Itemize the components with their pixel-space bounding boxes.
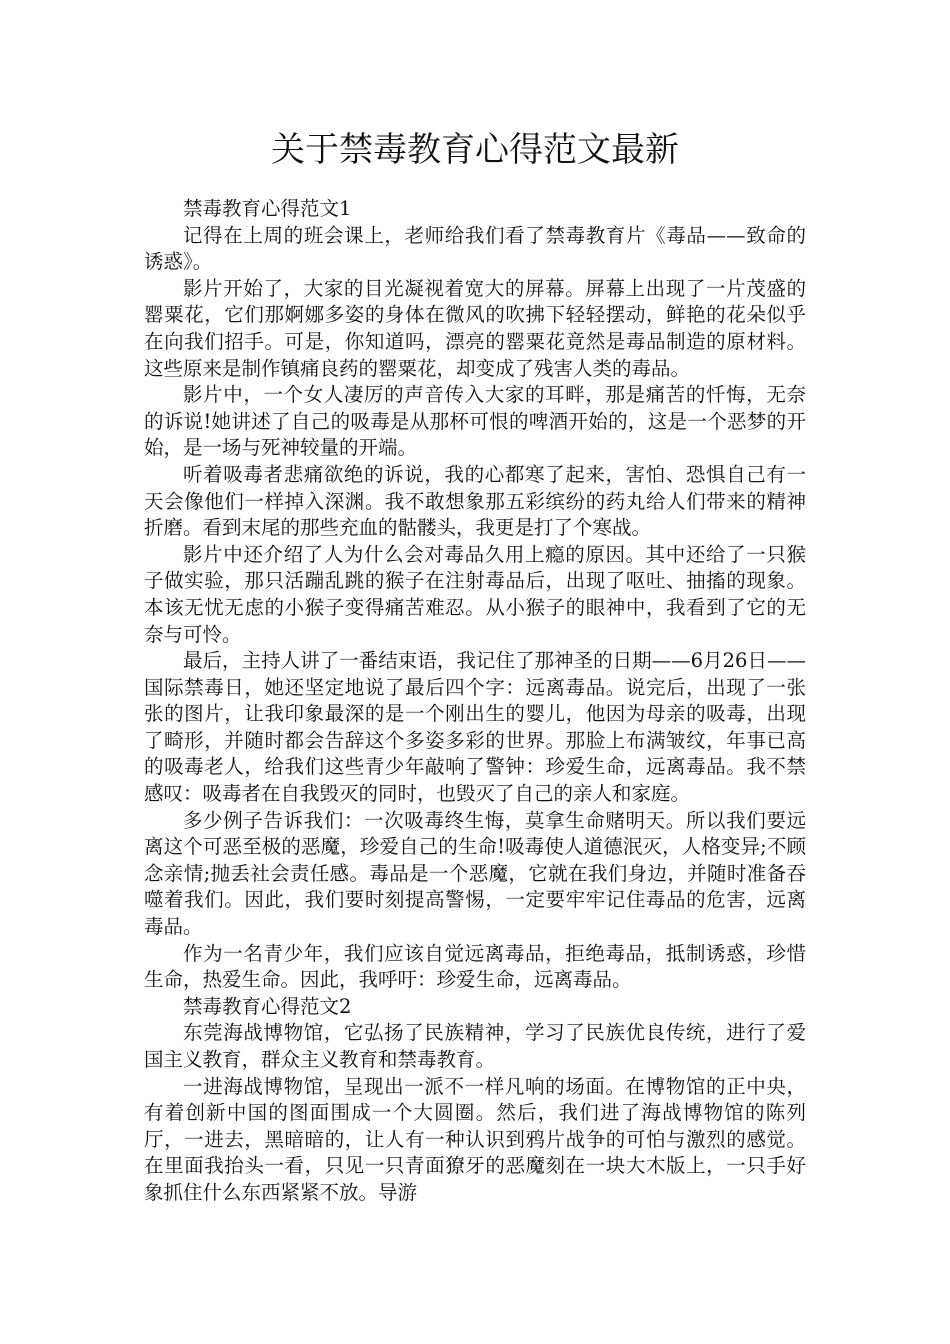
document-title: 关于禁毒教育心得范文最新 bbox=[271, 130, 679, 170]
paragraph: 一进海战博物馆，呈现出一派不一样凡响的场面。在博物馆的正中央，有着创新中国的图面围成一个大圆圈。然后，我们进了海战博物馆的陈列厅，一进去，黑暗暗的，让人有一种认识到鸦片战争的可怕与激烈的感觉。在里面我抬头一看，只见一只青面獠牙的恶魔刻在一块大木版上，一只手好象抓住什么东西紧紧不放。导游 bbox=[144, 1074, 806, 1204]
paragraph: 影片中，一个女人凄厉的声音传入大家的耳畔，那是痛苦的忏悔，无奈的诉说!她讲述了自己的吸毒是从那杯可恨的啤酒开始的，这是一个恶梦的开始，是一场与死神较量的开端。 bbox=[144, 383, 806, 460]
paragraph: 影片开始了，大家的目光凝视着宽大的屏幕。屏幕上出现了一片茂盛的罂粟花，它们那婀娜多姿的身体在微风的吹拂下轻轻摆动，鲜艳的花朵似乎在向我们招手。可是，你知道吗，漂亮的罂粟花竟然是毒品制造的原材料。这些原来是制作镇痛良药的罂粟花，却变成了残害人类的毒品。 bbox=[144, 276, 806, 380]
paragraph: 影片中还介绍了人为什么会对毒品久用上瘾的原因。其中还给了一只猴子做实验，那只活蹦乱跳的猴子在注射毒品后，出现了呕吐、抽搐的现象。本该无忧无虑的小猴子变得痛苦难忍。从小猴子的眼神中，我看到了它的无奈与可怜。 bbox=[144, 542, 806, 646]
section-heading-1: 禁毒教育心得范文1 bbox=[183, 197, 352, 220]
paragraph: 最后，主持人讲了一番结束语，我记住了那神圣的日期——6月26日——国际禁毒日，她还坚定地说了最后四个字：远离毒品。说完后，出现了一张张的图片，让我印象最深的是一个刚出生的婴儿，他因为母亲的吸毒，出现了畸形，并随时都会告辞这个多姿多彩的世界。那脸上布满皱纹，年事已高的吸毒老人，给我们这些青少年敲响了警钟：珍爱生命，远离毒品。我不禁感叹：吸毒者在自我毁灭的同时，也毁灭了自己的亲人和家庭。 bbox=[144, 649, 806, 806]
section-heading-2: 禁毒教育心得范文2 bbox=[183, 994, 352, 1018]
paragraph: 多少例子告诉我们：一次吸毒终生悔，莫拿生命赌明天。所以我们要远离这个可恶至极的恶魔，珍爱自己的生命!吸毒使人道德泯灭，人格变异;不顾念亲情;抛丢社会责任感。毒品是一个恶魔，它就在我们身边，并随时准备吞噬着我们。因此，我们要时刻提高警惕，一定要牢牢记住毒品的危害，远离毒品。 bbox=[144, 808, 806, 939]
paragraph: 听着吸毒者悲痛欲绝的诉说，我的心都寒了起来，害怕、恐惧自己有一天会像他们一样掉入深渊。我不敢想象那五彩缤纷的药丸给人们带来的精神折磨。看到末尾的那些充血的骷髅头，我更是打了个寒战。 bbox=[144, 462, 806, 540]
paragraph: 作为一名青少年，我们应该自觉远离毒品，拒绝毒品，抵制诱惑，珍惜生命，热爱生命。因此，我呼吁：珍爱生命，远离毒品。 bbox=[144, 941, 806, 992]
paragraph: 东莞海战博物馆，它弘扬了民族精神，学习了民族优良传统，进行了爱国主义教育，群众主义教育和禁毒教育。 bbox=[144, 1021, 806, 1071]
paragraph: 记得在上周的班会课上，老师给我们看了禁毒教育片《毒品——致命的诱惑》。 bbox=[144, 223, 806, 274]
document-body bbox=[144, 196, 806, 1207]
